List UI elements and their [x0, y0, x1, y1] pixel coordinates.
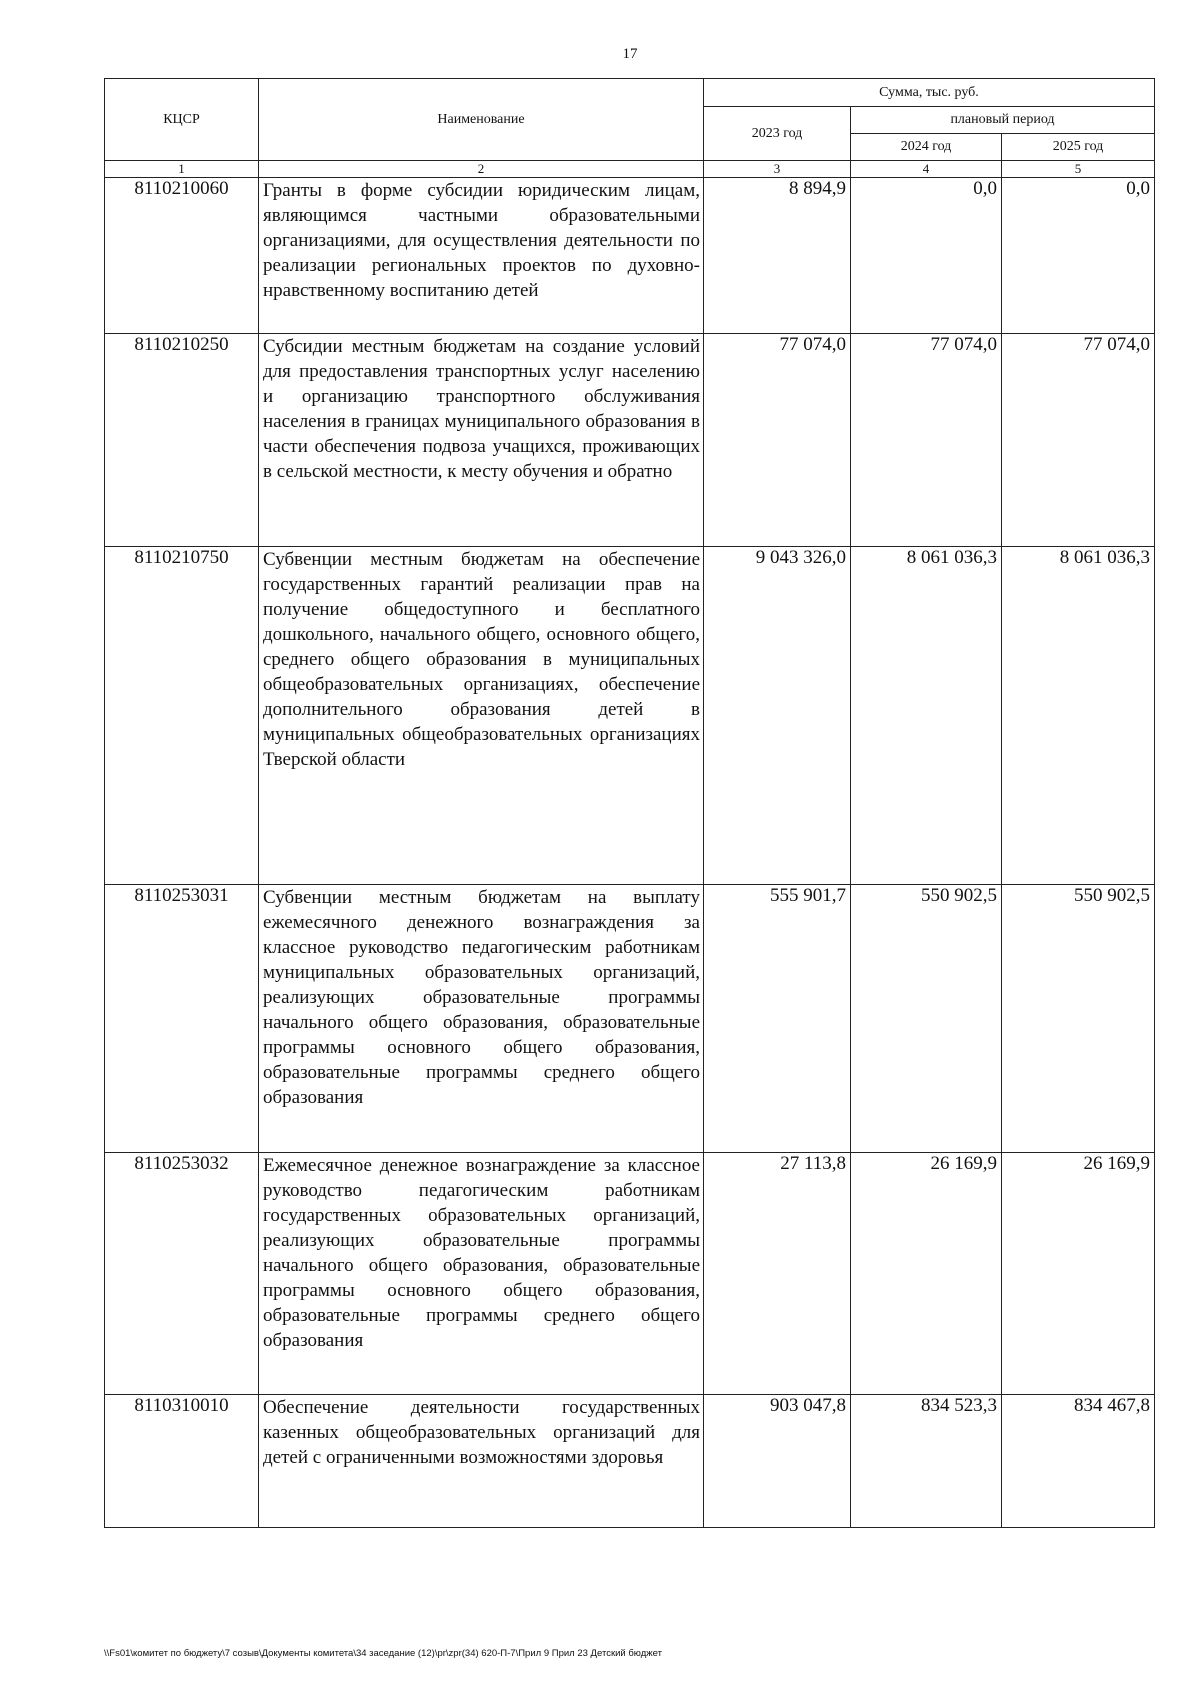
- row-amount-2023: 903 047,8: [704, 1395, 851, 1528]
- column-number: 1: [105, 161, 259, 178]
- header-year-2023: 2023 год: [704, 107, 851, 161]
- table-row: [105, 885, 1155, 1153]
- column-number-row: [105, 161, 1155, 178]
- row-amount-2025: 8 061 036,3: [1002, 547, 1155, 885]
- row-amount-2024: 550 902,5: [851, 885, 1002, 1153]
- row-amount-2023: 9 043 326,0: [704, 547, 851, 885]
- header-name: Наименование: [259, 79, 704, 161]
- row-name: Субвенции местным бюджетам на выплату ежемесячного денежного вознаграждения за классное руководство педагогическим работникам муниципальных образовательных организаций, реализующих образовательные программы начального общего образования, образовательные программы основного общего образования, образовательные программы среднего общего образования: [259, 885, 704, 1153]
- page-number: 17: [622, 46, 638, 62]
- row-code: 8110210060: [105, 178, 259, 334]
- row-name: Субвенции местным бюджетам на обеспечение государственных гарантий реализации прав на получение общедоступного и бесплатного дошкольного, начального общего, основного общего, среднего общего образования в муниципальных общеобразовательных организациях, обеспечение дополнительного образования детей в муниципальных общеобразовательных организациях Тверской области: [259, 547, 704, 885]
- row-amount-2025: 834 467,8: [1002, 1395, 1155, 1528]
- header-sum: Сумма, тыс. руб.: [704, 79, 1155, 107]
- row-amount-2023: 27 113,8: [704, 1153, 851, 1395]
- row-code: 8110310010: [105, 1395, 259, 1528]
- row-name: Ежемесячное денежное вознаграждение за классное руководство педагогическим работникам государственных образовательных организаций, реализующих образовательные программы начального общего образования, образовательные программы основного общего образования, образовательные программы среднего общего образования: [259, 1153, 704, 1395]
- row-amount-2023: 8 894,9: [704, 178, 851, 334]
- row-amount-2024: 834 523,3: [851, 1395, 1002, 1528]
- table-row: [105, 178, 1155, 334]
- row-code: 8110253031: [105, 885, 259, 1153]
- row-amount-2024: 0,0: [851, 178, 1002, 334]
- table-row: [105, 334, 1155, 547]
- column-number: 3: [704, 161, 851, 178]
- row-amount-2024: 8 061 036,3: [851, 547, 1002, 885]
- table-row: [105, 547, 1155, 885]
- column-number: 5: [1002, 161, 1155, 178]
- header-year-2024: 2024 год: [851, 134, 1002, 161]
- row-amount-2024: 77 074,0: [851, 334, 1002, 547]
- row-code: 8110253032: [105, 1153, 259, 1395]
- table-row: [105, 1153, 1155, 1395]
- row-name: Субсидии местным бюджетам на создание условий для предоставления транспортных услуг населению и организацию транспортного обслуживания населения в границах муниципального образования в части обеспечения подвоза учащихся, проживающих в сельской местности, к месту обучения и обратно: [259, 334, 704, 547]
- header-code: КЦСР: [105, 79, 259, 161]
- row-amount-2025: 77 074,0: [1002, 334, 1155, 547]
- row-code: 8110210750: [105, 547, 259, 885]
- row-amount-2025: 0,0: [1002, 178, 1155, 334]
- row-amount-2023: 77 074,0: [704, 334, 851, 547]
- row-code: 8110210250: [105, 334, 259, 547]
- column-number: 2: [259, 161, 704, 178]
- row-name: Гранты в форме субсидии юридическим лицам, являющимся частными образовательными организациями, для осуществления деятельности по реализации региональных проектов по духовно-нравственному воспитанию детей: [259, 178, 704, 334]
- row-amount-2024: 26 169,9: [851, 1153, 1002, 1395]
- row-amount-2023: 555 901,7: [704, 885, 851, 1153]
- row-amount-2025: 26 169,9: [1002, 1153, 1155, 1395]
- column-number: 4: [851, 161, 1002, 178]
- budget-table: [104, 78, 1155, 1528]
- table-row: [105, 1395, 1155, 1528]
- header-year-2025: 2025 год: [1002, 134, 1155, 161]
- row-amount-2025: 550 902,5: [1002, 885, 1155, 1153]
- header-plan-period: плановый период: [851, 107, 1155, 134]
- row-name: Обеспечение деятельности государственных казенных общеобразовательных организаций для детей с ограниченными возможностями здоровья: [259, 1395, 704, 1528]
- file-path-footer: \\Fs01\комитет по бюджету\7 созыв\Документы комитета\34 заседание (12)\pr\zpr(34) 620-П-7\Прил 9 Прил 23 Детский бюджет: [104, 1648, 662, 1659]
